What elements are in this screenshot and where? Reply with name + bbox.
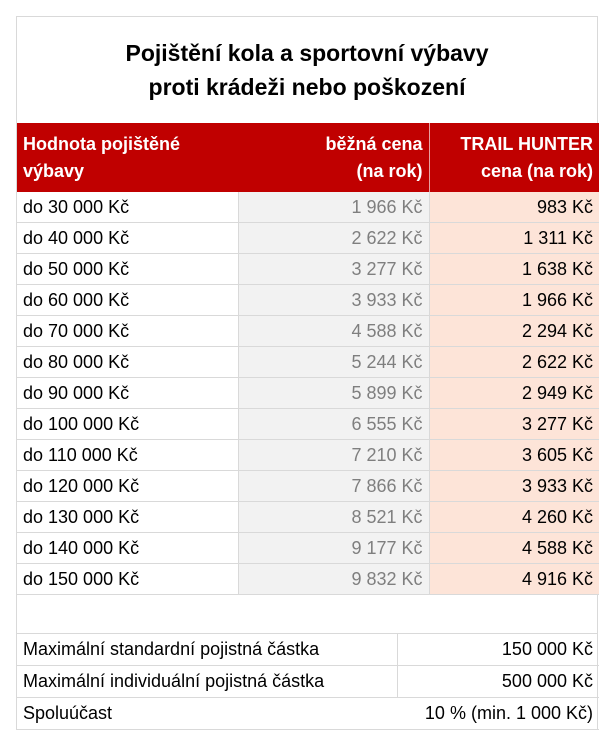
insured-value-cell: do 110 000 Kč <box>17 440 238 471</box>
sheet-frame <box>16 16 598 730</box>
table-spacer <box>17 595 597 634</box>
insured-value-cell: do 50 000 Kč <box>17 254 238 285</box>
regular-price-cell: 3 277 Kč <box>238 254 429 285</box>
header-insured-value-line-1: Hodnota pojištěné <box>23 133 180 154</box>
trail-hunter-price-cell: 1 638 Kč <box>429 254 599 285</box>
max-standard-label: Maximální standardní pojistná částka <box>17 634 397 666</box>
max-individual-value: 500 000 Kč <box>397 666 599 698</box>
regular-price-cell: 5 244 Kč <box>238 347 429 378</box>
table-row <box>17 316 599 347</box>
deductible-row <box>17 698 599 730</box>
table-row <box>17 440 599 471</box>
header-insured-value-line-2: výbavy <box>23 160 85 181</box>
table-row <box>17 502 599 533</box>
insurance-price-sheet <box>16 16 598 730</box>
insured-value-cell: do 120 000 Kč <box>17 471 238 502</box>
trail-hunter-price-cell: 3 933 Kč <box>429 471 599 502</box>
table-row <box>17 285 599 316</box>
table-row <box>17 347 599 378</box>
limits-table <box>17 634 599 730</box>
title-line-1: Pojištění kola a sportovní výbavy <box>125 40 489 66</box>
regular-price-cell: 9 177 Kč <box>238 533 429 564</box>
price-table-body <box>17 192 599 595</box>
regular-price-cell: 8 521 Kč <box>238 502 429 533</box>
trail-hunter-price-cell: 1 311 Kč <box>429 223 599 254</box>
insured-value-cell: do 130 000 Kč <box>17 502 238 533</box>
insured-value-cell: do 90 000 Kč <box>17 378 238 409</box>
table-row <box>17 223 599 254</box>
max-standard-row <box>17 634 599 666</box>
insured-value-cell: do 140 000 Kč <box>17 533 238 564</box>
regular-price-cell: 3 933 Kč <box>238 285 429 316</box>
trail-hunter-price-cell: 2 622 Kč <box>429 347 599 378</box>
insured-value-cell: do 100 000 Kč <box>17 409 238 440</box>
regular-price-cell: 9 832 Kč <box>238 564 429 595</box>
price-table <box>17 123 599 595</box>
regular-price-cell: 7 210 Kč <box>238 440 429 471</box>
sheet-title <box>17 16 597 123</box>
insured-value-cell: do 60 000 Kč <box>17 285 238 316</box>
table-row <box>17 192 599 223</box>
title-line-2: proti krádeži nebo poškození <box>148 74 466 100</box>
trail-hunter-price-cell: 4 916 Kč <box>429 564 599 595</box>
insured-value-cell: do 150 000 Kč <box>17 564 238 595</box>
max-individual-label: Maximální individuální pojistná částka <box>17 666 397 698</box>
regular-price-cell: 2 622 Kč <box>238 223 429 254</box>
trail-hunter-price-cell: 3 605 Kč <box>429 440 599 471</box>
regular-price-cell: 5 899 Kč <box>238 378 429 409</box>
table-row <box>17 254 599 285</box>
header-insured-value <box>17 123 238 192</box>
header-trail-hunter-line-2: cena (na rok) <box>480 160 593 181</box>
table-row <box>17 564 599 595</box>
header-regular-price <box>238 123 429 192</box>
regular-price-cell: 6 555 Kč <box>238 409 429 440</box>
trail-hunter-price-cell: 3 277 Kč <box>429 409 599 440</box>
insured-value-cell: do 40 000 Kč <box>17 223 238 254</box>
table-row <box>17 409 599 440</box>
regular-price-cell: 4 588 Kč <box>238 316 429 347</box>
max-individual-row <box>17 666 599 698</box>
header-regular-price-line-1: běžná cena <box>325 133 423 154</box>
insured-value-cell: do 80 000 Kč <box>17 347 238 378</box>
insured-value-cell: do 30 000 Kč <box>17 192 238 223</box>
header-regular-price-line-2: (na rok) <box>356 160 423 181</box>
max-standard-value: 150 000 Kč <box>397 634 599 666</box>
price-table-header <box>17 123 599 192</box>
table-row <box>17 533 599 564</box>
table-row <box>17 378 599 409</box>
table-row <box>17 471 599 502</box>
regular-price-cell: 1 966 Kč <box>238 192 429 223</box>
trail-hunter-price-cell: 4 588 Kč <box>429 533 599 564</box>
insured-value-cell: do 70 000 Kč <box>17 316 238 347</box>
trail-hunter-price-cell: 4 260 Kč <box>429 502 599 533</box>
header-trail-hunter-price <box>429 123 599 192</box>
deductible-value: 10 % (min. 1 000 Kč) <box>397 698 599 730</box>
trail-hunter-price-cell: 1 966 Kč <box>429 285 599 316</box>
trail-hunter-price-cell: 2 294 Kč <box>429 316 599 347</box>
regular-price-cell: 7 866 Kč <box>238 471 429 502</box>
trail-hunter-price-cell: 2 949 Kč <box>429 378 599 409</box>
deductible-label: Spoluúčast <box>17 698 397 730</box>
header-trail-hunter-line-1: TRAIL HUNTER <box>460 133 593 154</box>
trail-hunter-price-cell: 983 Kč <box>429 192 599 223</box>
